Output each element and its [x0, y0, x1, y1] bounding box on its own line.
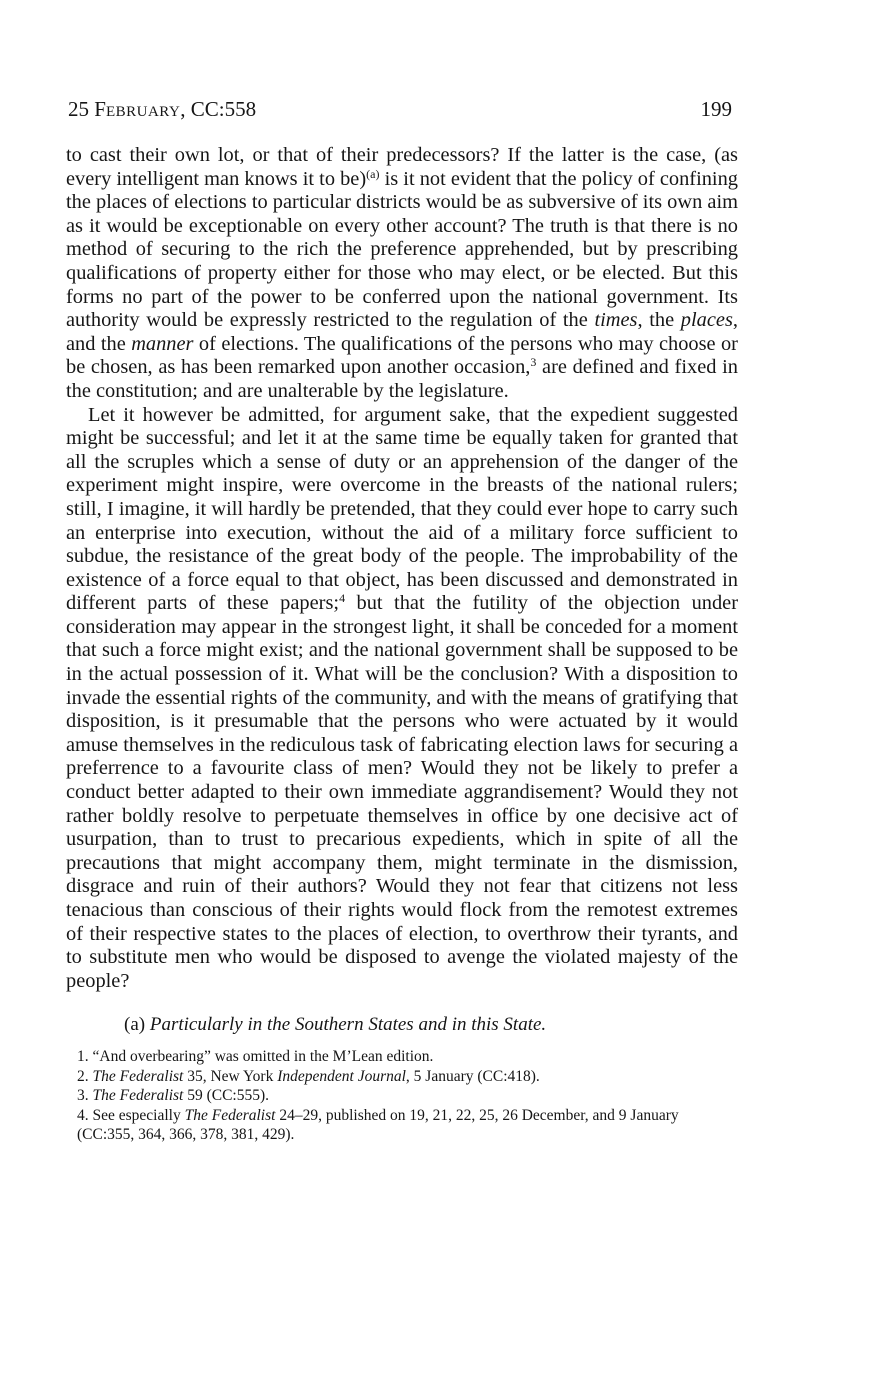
footnote-3: [66, 1086, 738, 1106]
fn2-text-b: , 5 January (CC:418).: [405, 1067, 540, 1085]
p1-text-f: are defined and fixed in the constitution; and are unalterable by the legislature.: [66, 356, 738, 402]
fn2-title: The Federalist: [92, 1067, 184, 1085]
footnote-1: 1. “And overbearing” was omitted in the M’Lean edition.: [77, 1048, 434, 1066]
fn3-num: 3.: [77, 1087, 93, 1105]
note-a-text: Particularly in the Southern States and in this State.: [149, 1014, 547, 1036]
footnotes: [66, 1047, 738, 1145]
fn2-text-a: 35, New York: [183, 1067, 278, 1085]
p1-text-c: , the: [637, 309, 681, 332]
footnote-4: [66, 1106, 738, 1145]
footnote-ref-4: 4: [339, 591, 346, 606]
fn4-title: The Federalist: [184, 1106, 276, 1124]
fn2-paper: Independent Journal: [277, 1067, 406, 1085]
italic-manner: manner: [131, 332, 194, 355]
p2-text-a: Let it however be admitted, for argument sake, that the expedient suggested might be successful; and let it at the same time be equally taken for granted that all the scruples which a sense of duty or an apprehension of the danger of the experiment might inspire, were overcome in the breasts of the national rulers; still, I imagine, it will hardly be pretended, that they could ever hope to carry such an enterprise into execution, without the aid of a military force sufficient to subdue, the resistance of the great body of the people. The improbability of the existence of a force equal to that object, has been discussed and demonstrated in different parts of these papers;: [66, 403, 738, 615]
fn4-text-a: 24–29, published on 19, 21, 22, 25, 26 December, and 9 January (CC:355, 364, 366, 378, 381, 429).: [77, 1106, 679, 1144]
running-head: [66, 96, 738, 144]
document-page: [66, 96, 738, 1145]
p1-text-a: to cast their own lot, or that of their predecessors? If the latter is the case, (as every intelligent man knows it to be): [66, 144, 738, 190]
header-month: FEBRUARY: [94, 97, 181, 121]
paragraph-1: [66, 144, 738, 404]
footnote-2: [66, 1067, 738, 1087]
fn3-title: The Federalist: [92, 1087, 184, 1105]
p1-text-e: of elections. The qualifications of the persons who may choose or be chosen, as has been remarked upon another occasion,: [66, 332, 738, 379]
p2-text-b: but that the futility of the objection under consideration may appear in the strongest light, it shall be conceded for a moment that such a force might exist; and the national government shall be supposed to be in the actual possession of it. What will be the conclusion? With a disposition to invade the essential rights of the community, and with the means of gratifying that disposition, is it presumable that the persons who were actuated by it would amuse themselves in the rediculous task of fabricating election laws for securing a preferrence to a favourite class of men? Would they not be likely to prefer a conduct better adapted to their own immediate aggrandisement? Would they not rather boldly resolve to perpetuate themselves in office by one decisive act of usurpation, than to trust to precarious expedients, which in spite of all the precautions that might accompany them, might terminate in the dismission, disgrace and ruin of their authors? Would they not fear that citizens not less tenacious than conscious of their rights would flock from the remotest extremes of their respective states to the places of election, to overthrow their tyrants, and to substitute men who would be disposed to avenge the violated majesty of the people?: [66, 592, 738, 992]
p1-text-b: is it not evident that the policy of confining the places of elections to particular districts would be as subversive of its own aim as it would be exceptionable on every other account? The truth is that there is no method of securing to the rich the preference apprehended, but by prescribing qualifications of property either for those who may elect, or be elected. But this forms no part of the power to be conferred upon the national government. Its authority would be expressly restricted to the regulation of the: [66, 167, 738, 332]
p1-text-d: , and the: [66, 309, 738, 355]
footnote-ref-3: 3: [530, 355, 537, 370]
note-a-marker: (a): [366, 166, 380, 181]
editorial-note-a: [124, 1013, 738, 1037]
paragraph-2: [66, 404, 738, 994]
italic-places: places: [680, 309, 733, 332]
fn3-text-a: 59 (CC:555).: [183, 1087, 270, 1105]
note-a-label: (a): [124, 1014, 146, 1036]
page-number: 199: [700, 97, 732, 121]
fn4-num: 4. See especially: [77, 1106, 185, 1124]
header-day: 25: [68, 97, 89, 121]
italic-times: times: [594, 309, 638, 332]
fn2-num: 2.: [77, 1067, 93, 1085]
header-doc-id: CC:558: [190, 97, 257, 121]
running-head-date: 25 FEBRUARY, CC:558: [68, 97, 257, 121]
body-text: [66, 144, 738, 993]
